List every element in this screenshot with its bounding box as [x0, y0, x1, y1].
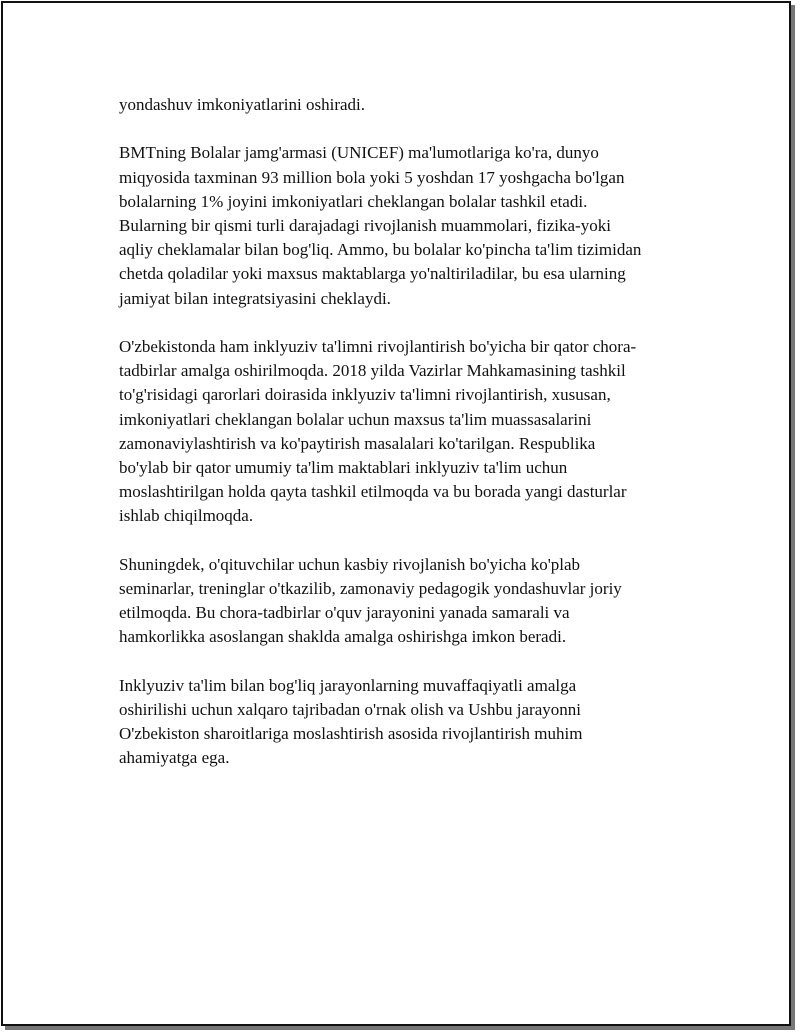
paragraph-uzbekistan-measures: O'zbekistonda ham inklyuziv ta'limni rivojlantirish bo'yicha bir qator chora- tadbirlar amalga oshirilmoqda. 2018 yilda Vazirlar Mahkamasining tashkil to'g'risidagi qarorlari doirasida inklyuziv ta'limni rivojlantirish, xususan, imkoniyatlari cheklangan bolalar uchun maxsus ta'lim muassasalarini zamonaviylashtirish va ko'paytirish masalalari ko'tarilgan. Respublika bo'ylab bir qator umumiy ta'lim maktablari inklyuziv ta'lim uchun moslashtirilgan holda qayta tashkil etilmoqda va bu borada yangi dasturlar ishlab chiqilmoqda.	[119, 337, 637, 526]
paragraph-conclusion: Inklyuziv ta'lim bilan bog'liq jarayonlarning muvaffaqiyatli amalga oshirilishi uchun xalqaro tajribadan o'rnak olish va Ushbu jarayonni O'zbekiston sharoitlariga moslashtirish asosida rivojlantirish muhim ahamiyatga ega.	[119, 675, 583, 768]
paragraph-unicef-statistics: BMTning Bolalar jamg'armasi (UNICEF) ma'lumotlariga ko'ra, dunyo miqyosida taxminan 93 million bola yoki 5 yoshdan 17 yoshgacha bo'lgan bolalarning 1% joyini imkoniyatlari cheklangan bolalar tashkil etadi. Bularning bir qismi turli darajadagi rivojlanish muammolari, fizika-yoki aqliy cheklamalar bilan bog'liq. Ammo, bu bolalar ko'pincha ta'lim tizimidan chetda qoladilar yoki maxsus maktablarga yo'naltiriladilar, bu esa ularning jamiyat bilan integratsiyasini cheklaydi.	[119, 143, 642, 308]
document-body	[119, 93, 691, 795]
document-page	[1, 1, 791, 1026]
paragraph-teacher-development: Shuningdek, o'qituvchilar uchun kasbiy rivojlanish bo'yicha ko'plab seminarlar, treninglar o'tkazilib, zamonaviy pedagogik yondashuvlar joriy etilmoqda. Bu chora-tadbirlar o'quv jarayonini yanada samarali va hamkorlikka asoslangan shaklda amalga oshirishga imkon beradi.	[119, 554, 622, 647]
paragraph-continuation: yondashuv imkoniyatlarini oshiradi.	[119, 95, 365, 114]
